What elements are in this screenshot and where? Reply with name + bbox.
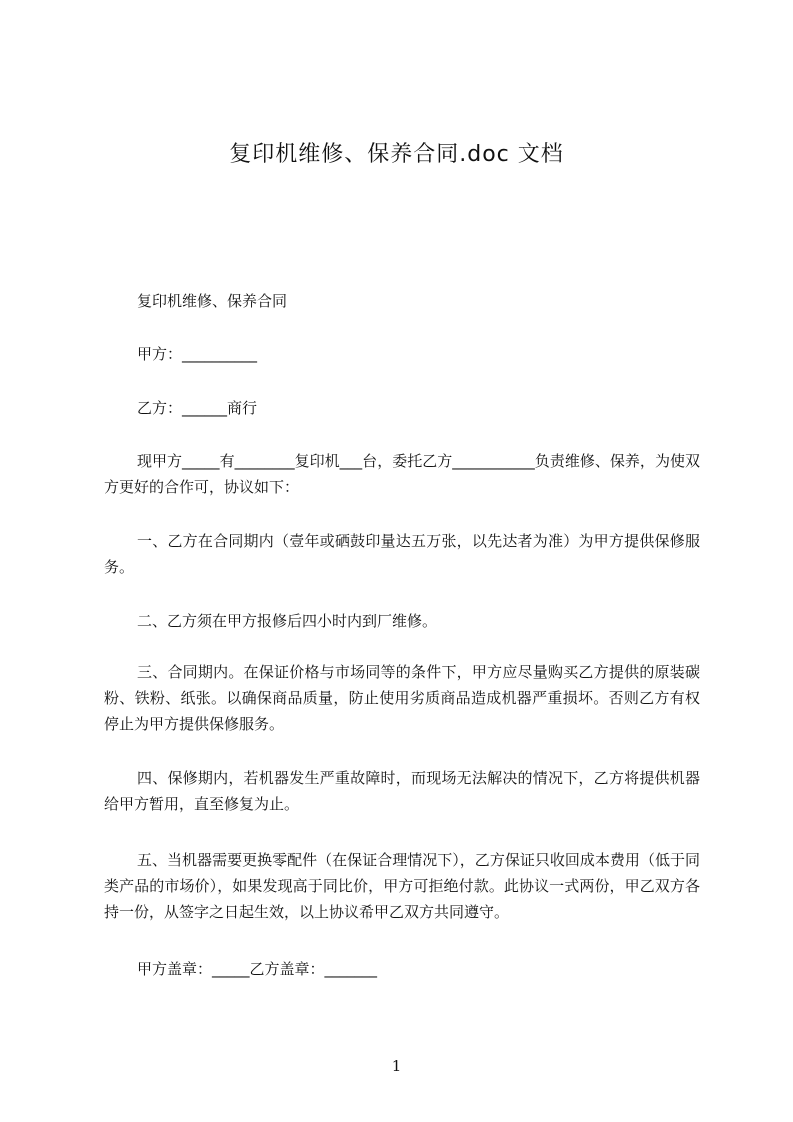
signature-line: 甲方盖章：_____乙方盖章：_______ <box>137 960 378 978</box>
party-a-line: 甲方：__________ <box>137 345 258 363</box>
intro-paragraph: 现甲方_____有________复印机___台，委托乙方___________负责维修、保养，为使双方更好的合作可，协议如下： <box>104 452 700 496</box>
clause-2-paragraph: 二、乙方须在甲方报修后四小时内到厂维修。 <box>137 612 438 630</box>
page-number: 1 <box>391 1057 402 1075</box>
clause-4-paragraph: 四、保修期内，若机器发生严重故障时，而现场无法解决的情况下，乙方将提供机器给甲方暂用，直至修复为止。 <box>104 769 700 813</box>
clause-1-paragraph: 一、乙方在合同期内（壹年或硒鼓印量达五万张，以先达者为准）为甲方提供保修服务。 <box>104 532 700 576</box>
contract-subtitle: 复印机维修、保养合同 <box>137 292 288 310</box>
clause-3-paragraph: 三、合同期内。在保证价格与市场同等的条件下，甲方应尽量购买乙方提供的原装碳粉、铁粉、纸张。以确保商品质量，防止使用劣质商品造成机器严重损坏。否则乙方有权停止为甲方提供保修服务。 <box>104 663 700 733</box>
page-title: 复印机维修、保养合同.doc 文档 <box>229 142 564 167</box>
party-b-line: 乙方：______商行 <box>137 399 258 417</box>
clause-5-paragraph: 五、当机器需要更换零配件（在保证合理情况下），乙方保证只收回成本费用（低于同类产品的市场价），如果发现高于同比价，甲方可拒绝付款。此协议一式两份，甲乙双方各持一份，从签字之日起生效，以上协议希甲乙双方共同遵守。 <box>104 851 700 921</box>
